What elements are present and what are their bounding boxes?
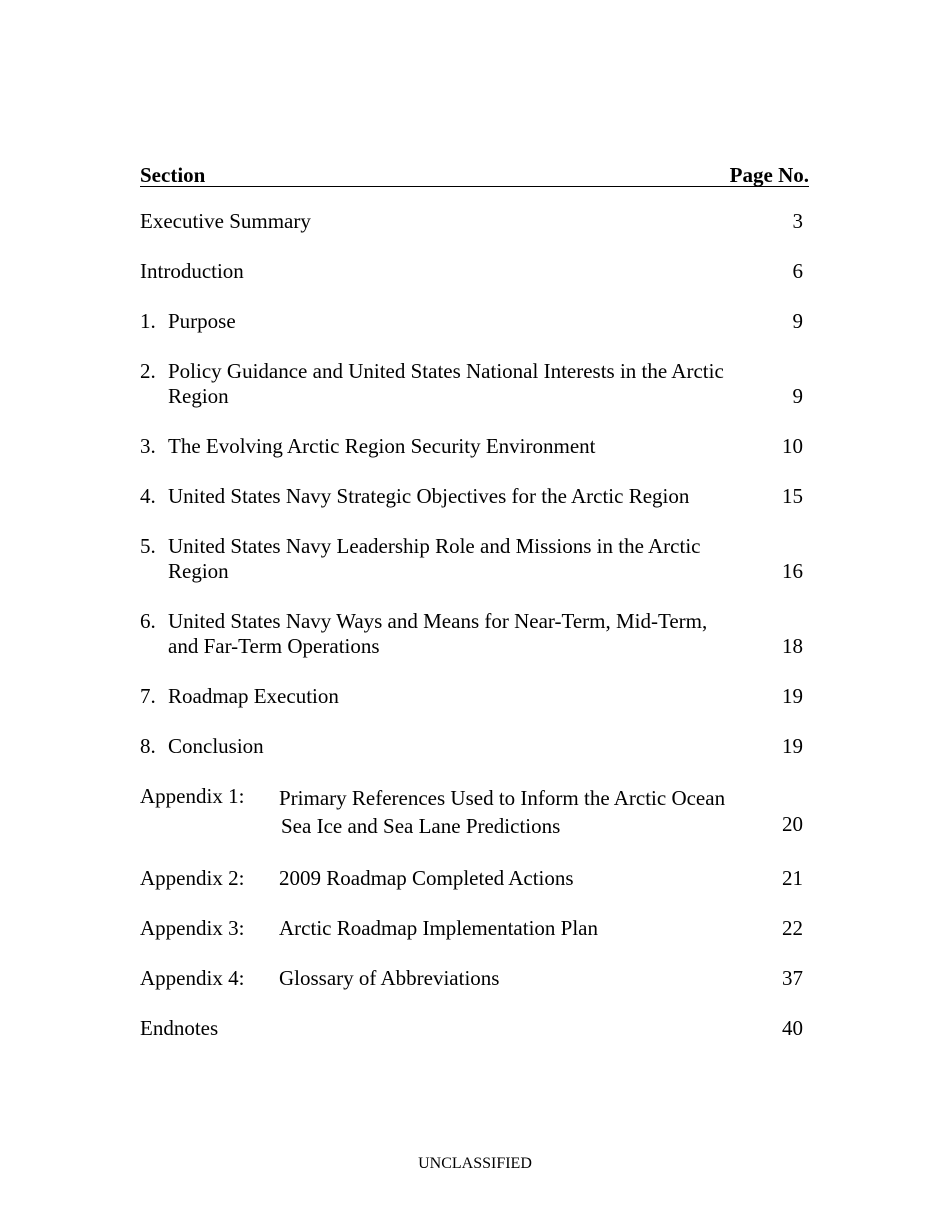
toc-entry-page: 20 (782, 812, 803, 836)
toc-entry-number: Appendix 3: (140, 916, 245, 940)
toc-entry-security-environment[interactable] (140, 434, 809, 459)
toc-entry-introduction[interactable] (140, 259, 809, 284)
toc-entry-label: The Evolving Arctic Region Security Environment (168, 434, 596, 458)
toc-entry-page: 3 (792, 209, 803, 233)
toc-entry-page: 16 (782, 559, 803, 583)
toc-entry-label: Purpose (168, 309, 236, 333)
toc-entry-label-line1: Policy Guidance and United States National Interests in the Arctic (168, 359, 724, 383)
toc-entry-roadmap-execution[interactable] (140, 684, 809, 709)
section-column-header: Section (140, 163, 206, 187)
toc-entry-page: 9 (792, 384, 803, 408)
toc-entry-page: 19 (782, 734, 803, 758)
toc-entry-strategic-objectives[interactable] (140, 484, 809, 509)
toc-entry-number: Appendix 4: (140, 966, 245, 990)
toc-entry-number: 7. (140, 684, 156, 708)
toc-entry-appendix-1[interactable] (140, 784, 809, 840)
toc-entry-leadership-role[interactable] (140, 534, 809, 584)
toc-entry-appendix-3[interactable] (140, 916, 809, 941)
toc-entry-label-line2: and Far-Term Operations (168, 634, 380, 658)
toc-entry-page: 22 (782, 916, 803, 940)
page-number-column-header: Page No. (729, 163, 809, 187)
toc-entry-page: 10 (782, 434, 803, 458)
toc-entry-label: Conclusion (168, 734, 264, 758)
toc-entry-page: 19 (782, 684, 803, 708)
toc-entry-number: 2. (140, 359, 156, 383)
toc-entry-number: Appendix 1: (140, 784, 245, 808)
toc-entry-label: Roadmap Execution (168, 684, 339, 708)
toc-entry-label: Glossary of Abbreviations (279, 966, 500, 990)
toc-entry-page: 18 (782, 634, 803, 658)
toc-entry-policy-guidance[interactable] (140, 359, 809, 409)
toc-entry-label-line1: United States Navy Leadership Role and Missions in the Arctic (168, 534, 701, 558)
toc-entry-label-line2: Region (168, 384, 229, 408)
toc-entry-label: Introduction (140, 259, 244, 283)
toc-entry-page: 9 (792, 309, 803, 333)
toc-entry-page: 15 (782, 484, 803, 508)
toc-entry-number: 6. (140, 609, 156, 633)
toc-entry-number: 1. (140, 309, 156, 333)
toc-entry-number: 5. (140, 534, 156, 558)
toc-entry-purpose[interactable] (140, 309, 809, 334)
toc-header (140, 162, 809, 187)
toc-entry-page: 40 (782, 1016, 803, 1040)
toc-entry-number: Appendix 2: (140, 866, 245, 890)
toc-entry-label: Executive Summary (140, 209, 311, 233)
toc-entry-label-line1: United States Navy Ways and Means for Near-Term, Mid-Term, (168, 609, 708, 633)
toc-entry-page: 6 (792, 259, 803, 283)
toc-entry-endnotes[interactable] (140, 1016, 809, 1041)
toc-entry-label: Arctic Roadmap Implementation Plan (279, 916, 598, 940)
toc-entry-appendix-4[interactable] (140, 966, 809, 991)
toc-entry-conclusion[interactable] (140, 734, 809, 759)
toc-entry-number: 8. (140, 734, 156, 758)
toc-entry-executive-summary[interactable] (140, 209, 809, 234)
classification-footer: UNCLASSIFIED (418, 1155, 532, 1172)
toc-entry-label-line2: Region (168, 559, 229, 583)
toc-entry-page: 21 (782, 866, 803, 890)
toc-entry-page: 37 (782, 966, 803, 990)
toc-entry-ways-and-means[interactable] (140, 609, 809, 659)
toc-entry-label: 2009 Roadmap Completed Actions (279, 866, 574, 890)
toc-entry-label-line2: Sea Ice and Sea Lane Predictions (281, 814, 561, 838)
toc-entry-appendix-2[interactable] (140, 866, 809, 891)
toc-entry-number: 3. (140, 434, 156, 458)
toc-entry-label: United States Navy Strategic Objectives for the Arctic Region (168, 484, 690, 508)
toc-entry-label: Endnotes (140, 1016, 219, 1040)
toc-entry-number: 4. (140, 484, 156, 508)
toc-entry-label-line1: Primary References Used to Inform the Arctic Ocean (279, 786, 726, 810)
